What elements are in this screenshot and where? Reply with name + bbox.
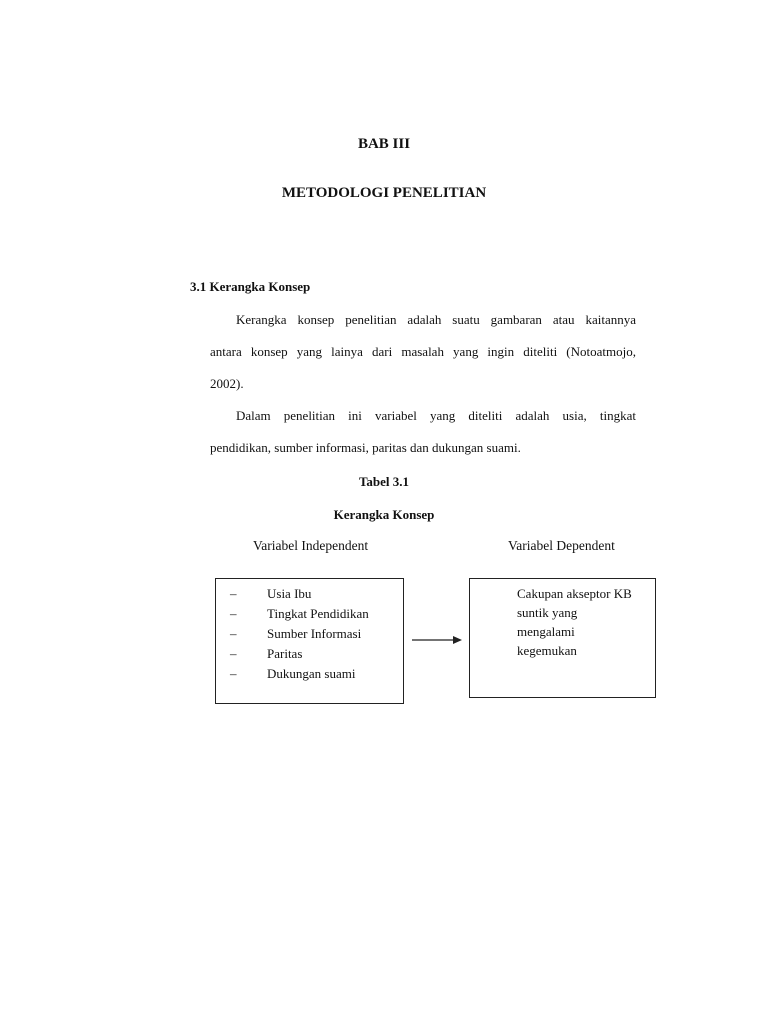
dash-marker: – [230,646,237,661]
paragraph-line: Dalam penelitian ini variabel yang diteliti adalah usia, tingkat [236,408,636,423]
paragraph-line: Kerangka konsep penelitian adalah suatu gambaran atau kaitannya [236,312,636,327]
independent-variable-list [230,584,369,684]
chapter-subtitle: METODOLOGI PENELITIAN [281,185,487,201]
list-item [230,644,369,664]
dependent-text-line: kegemukan [517,643,577,658]
list-item-label: Dukungan suami [267,666,356,681]
dependent-text-line: suntik yang [517,605,578,620]
dash-marker: – [230,586,237,601]
dash-marker: – [230,606,237,621]
paragraph-line: antara konsep yang lainya dari masalah yang ingin diteliti (Notoatmojo, [210,344,636,359]
dependent-text-line: Cakupan akseptor KB [517,586,632,601]
list-item [230,604,369,624]
dash-marker: – [230,666,237,681]
list-item [230,624,369,644]
table-caption: Kerangka Konsep [333,507,435,522]
paragraph-variabel [210,400,636,464]
right-arrow-icon [412,633,462,647]
independent-variable-box [215,578,404,704]
list-item-label: Usia Ibu [267,586,312,601]
dependent-variable-text [517,584,652,660]
table-label: Tabel 3.1 [358,474,410,489]
paragraph-line: pendidikan, sumber informasi, paritas dan dukungan suami. [210,440,521,455]
dependent-variable-header: Variabel Dependent [508,538,615,553]
list-item-label: Paritas [267,646,303,661]
list-item-label: Sumber Informasi [267,626,362,641]
list-item [230,584,369,604]
list-item [230,664,369,684]
dependent-text-line: mengalami [517,624,575,639]
dash-marker: – [230,626,237,641]
chapter-title: BAB III [357,136,411,152]
list-item-label: Tingkat Pendidikan [267,606,369,621]
independent-variable-header: Variabel Independent [253,538,369,553]
section-heading: 3.1 Kerangka Konsep [190,279,311,294]
paragraph-kerangka-konsep [210,304,636,400]
dependent-variable-box [469,578,656,698]
paragraph-line: 2002). [210,376,244,391]
